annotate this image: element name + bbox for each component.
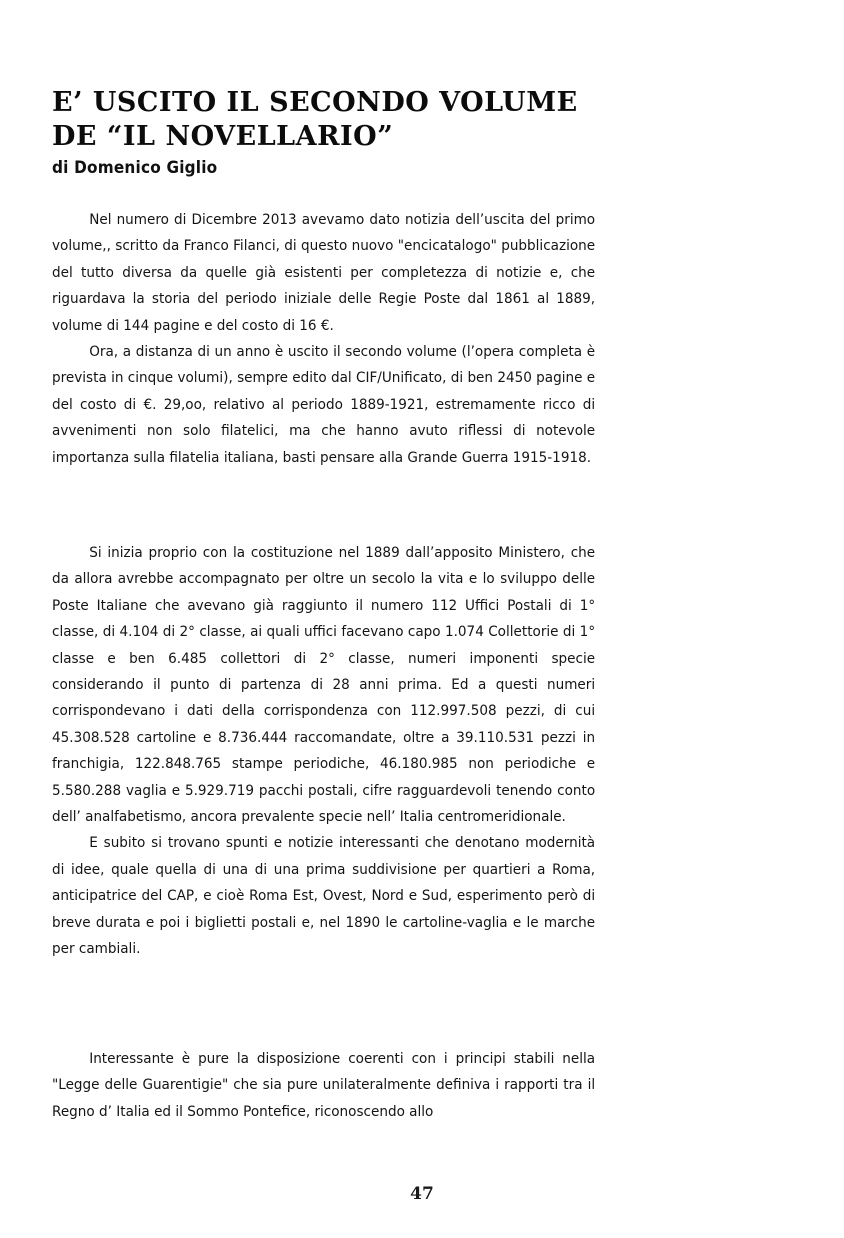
paragraph-3: Si inizia proprio con la costituzione nel 1889 dall’apposito Ministero, che da allora avrebbe accompagnato per oltre un secolo la vita e lo sviluppo delle Poste Italiane che avevano già raggiunto il numero 112 Uffici Postali di 1° classe, di 4.104 di 2° classe, ai quali uffici facevano capo 1.074 Collettorie di 1° classe e ben 6.485 collettori di 2° classe, numeri imponenti specie considerando il punto di partenza di 28 anni prima. Ed a questi numeri corrispondevano i dati della corrispondenza con 112.997.508 pezzi, di cui 45.308.528 cartoline e 8.736.444 raccomandate, oltre a 39.110.531 pezzi in franchigia, 122.848.765 stampe periodiche, 46.180.985 non periodiche e 5.580.288 vaglia e 5.929.719 pacchi postali, cifre ragguardevoli tenendo conto dell’ analfabetismo, ancora prevalente specie nell’ Italia centromeridionale. — [52, 544, 596, 826]
article-title — [52, 86, 652, 154]
article-section-3 — [52, 1046, 595, 1125]
paragraph-1: Nel numero di Dicembre 2013 avevamo dato notizia dell’uscita del primo volume,, scritto da Franco Filanci, di questo nuovo "encicatalogo" pubblicazione del tutto diversa da quelle già esistenti per completezza di notizie e, che riguardava la storia del periodo iniziale delle Regie Poste dal 1861 al 1889, volume di 144 pagine e del costo di 16 €. — [52, 211, 596, 334]
paragraph-5: Interessante è pure la disposizione coerenti con i principi stabili nella "Legge delle Guarentigie" che sia pure unilateralmente definiva i rapporti tra il Regno d’ Italia ed il Sommo Pontefice, riconoscendo allo — [52, 1050, 596, 1120]
article-section-1 — [52, 207, 595, 471]
article-section-2 — [52, 540, 595, 963]
page-number: 47 — [410, 1184, 434, 1204]
title-line-1: E’ USCITO IL SECONDO VOLUME — [52, 87, 578, 118]
title-line-2: DE “IL NOVELLARIO” — [52, 121, 394, 152]
paragraph-4: E subito si trovano spunti e notizie interessanti che denotano modernità di idee, quale quella di una di una prima suddivisione per quartieri a Roma, anticipatrice del CAP, e cioè Roma Est, Ovest, Nord e Sud, esperimento però di breve durata e poi i biglietti postali e, nel 1890 le cartoline-vaglia e le marche per cambiali. — [52, 834, 596, 958]
author-byline: di Domenico Giglio — [52, 158, 218, 178]
paragraph-2: Ora, a distanza di un anno è uscito il secondo volume (l’opera completa è prevista in cinque volumi), sempre edito dal CIF/Unificato, di ben 2450 pagine e del costo di €. 29,oo, relativo al periodo 1889-1921, estremamente ricco di avvenimenti non solo filatelici, ma che hanno avuto riflessi di notevole importanza sulla filatelia italiana, basti pensare alla Grande Guerra 1915-1918. — [52, 343, 596, 466]
